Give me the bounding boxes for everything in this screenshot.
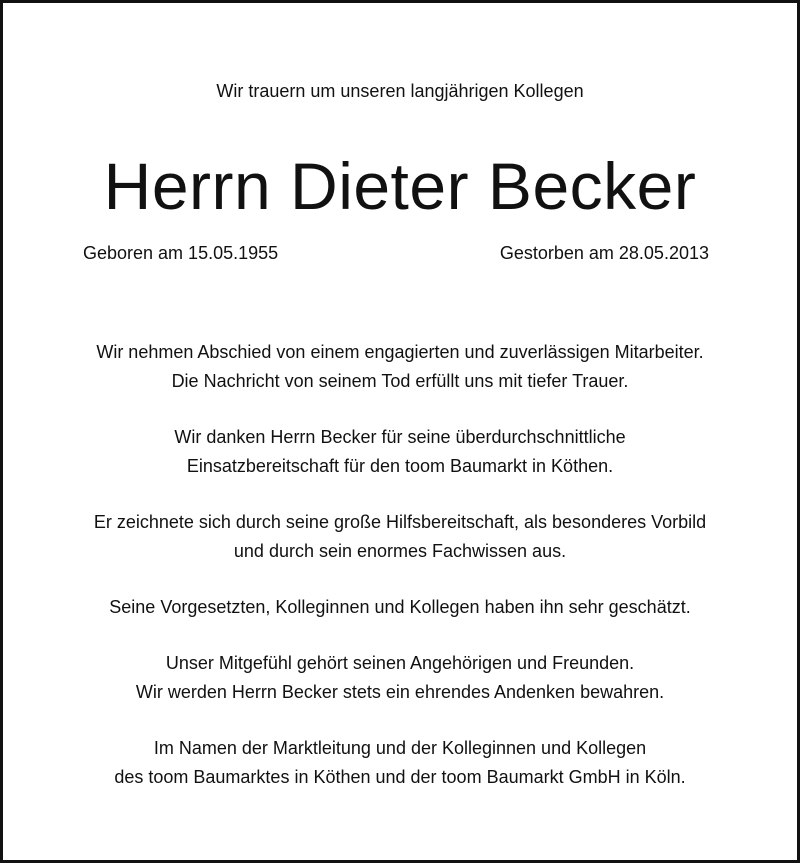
text-line: Seine Vorgesetzten, Kolleginnen und Kollegen haben ihn sehr geschätzt. <box>109 597 691 617</box>
birth-date: Geboren am 15.05.1955 <box>83 243 279 263</box>
text-line: Im Namen der Marktleitung und der Kolleginnen und Kollegen <box>153 738 647 758</box>
life-dates <box>83 241 709 265</box>
text-line: Wir danken Herrn Becker für seine überdurchschnittliche <box>174 427 626 447</box>
deceased-name: Herrn Dieter Becker <box>103 149 697 223</box>
paragraph-farewell <box>43 338 757 396</box>
text-line: des toom Baumarktes in Köthen und der toom Baumarkt GmbH in Köln. <box>114 767 686 787</box>
notice-body <box>43 338 757 819</box>
text-line: Einsatzbereitschaft für den toom Baumarkt in Köthen. <box>186 456 614 476</box>
text-line: Er zeichnete sich durch seine große Hilfsbereitschaft, als besonderes Vorbild <box>93 512 707 532</box>
paragraph-appreciation <box>43 593 757 622</box>
paragraph-merits <box>43 508 757 566</box>
paragraph-signature <box>43 734 757 792</box>
death-date: Gestorben am 28.05.2013 <box>499 243 709 263</box>
text-line: Unser Mitgefühl gehört seinen Angehörigen und Freunden. <box>165 653 635 673</box>
intro-line: Wir trauern um unseren langjährigen Kollegen <box>216 81 584 101</box>
text-line: Wir werden Herrn Becker stets ein ehrendes Andenken bewahren. <box>135 682 665 702</box>
text-line: und durch sein enormes Fachwissen aus. <box>233 541 567 561</box>
paragraph-thanks <box>43 423 757 481</box>
text-line: Wir nehmen Abschied von einem engagierten und zuverlässigen Mitarbeiter. <box>96 342 704 362</box>
text-line: Die Nachricht von seinem Tod erfüllt uns mit tiefer Trauer. <box>171 371 629 391</box>
paragraph-condolences <box>43 649 757 707</box>
